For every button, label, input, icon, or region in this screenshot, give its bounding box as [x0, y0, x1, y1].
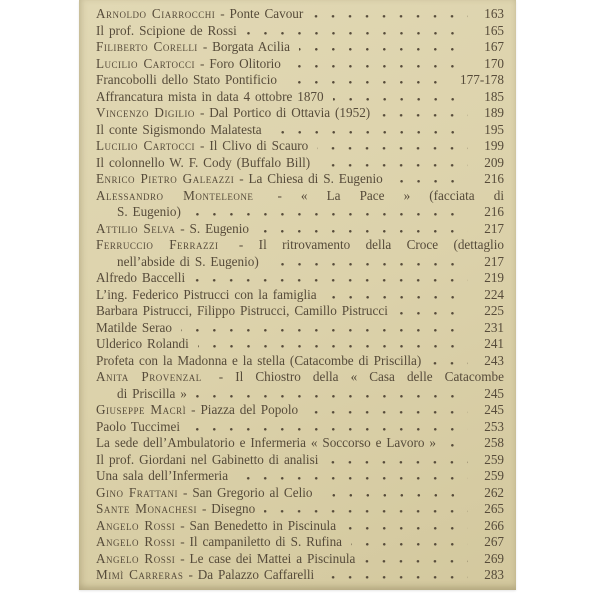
- entry-author-name: Angelo Rossi: [96, 517, 176, 533]
- entry-title: Una sala dell’Infermeria: [96, 468, 229, 483]
- entry-page-number: 262: [484, 484, 504, 500]
- entry-page-number: 259: [484, 468, 504, 483]
- entry-page-number: 219: [484, 270, 504, 285]
- toc-entry: [96, 452, 504, 469]
- toc-entry: [96, 6, 504, 23]
- entry-line: [96, 320, 504, 337]
- toc-entry: [96, 56, 504, 73]
- toc-entry: [96, 23, 504, 40]
- entry-continuation-line: [96, 254, 504, 271]
- entry-line: [96, 221, 504, 238]
- entry-title: - « La Pace » (facciata di: [277, 187, 504, 203]
- entry-page-number: 231: [484, 319, 504, 335]
- entry-title: Il colonnello W. F. Cody (Buffalo Bill): [96, 154, 311, 170]
- entry-line: [96, 369, 504, 386]
- entry-line: [96, 122, 504, 139]
- toc-entry: [96, 320, 504, 337]
- dot-leader: [190, 213, 468, 216]
- toc-entry: [96, 39, 504, 56]
- entry-title: - Il Chiostro della « Casa delle Catacombe: [218, 369, 504, 384]
- book-page-paper: [79, 0, 516, 590]
- dot-leader: [299, 48, 468, 51]
- entry-title: - Le case dei Mattei a Piscinula: [180, 550, 356, 566]
- dot-leader: [290, 65, 468, 68]
- toc-entry: [96, 105, 504, 122]
- entry-author-name: Giuseppe Macrì: [96, 402, 187, 417]
- entry-line: [96, 551, 504, 568]
- entry-title: - San Benedetto in Piscinula: [180, 517, 337, 533]
- entry-author-name: Enrico Pietro Galeazzi: [96, 171, 235, 186]
- entry-line: [96, 105, 504, 122]
- toc-entry: [96, 435, 504, 452]
- entry-page-number: 269: [484, 550, 504, 566]
- entry-line: [96, 72, 504, 89]
- dot-leader: [264, 510, 468, 513]
- entry-page-number: 163: [484, 6, 504, 21]
- entry-title: - Disegno: [201, 501, 256, 516]
- toc-entry: [96, 419, 504, 436]
- toc-entry: [96, 369, 504, 402]
- entry-page-number: 283: [484, 567, 504, 582]
- entry-title: Il prof. Scipione de Rossi: [96, 22, 237, 38]
- entry-title: L’ing. Federico Pistrucci con la famiglia: [96, 286, 317, 302]
- entry-page-number: 217: [484, 253, 504, 269]
- entry-page-number: 258: [484, 435, 504, 450]
- entry-page-number: 224: [484, 286, 504, 302]
- dot-leader: [323, 576, 468, 579]
- entry-page-number: 177-178: [460, 72, 504, 87]
- entry-page-number: 165: [484, 22, 504, 38]
- toc-entry: [96, 402, 504, 419]
- entry-line: [96, 89, 504, 106]
- entry-page-number: 189: [484, 105, 504, 120]
- entry-author-name: Ferruccio Ferrazzi: [96, 237, 219, 252]
- entry-page-number: 225: [484, 303, 504, 318]
- dot-leader: [317, 147, 468, 150]
- entry-line: [96, 567, 504, 584]
- dot-leader: [445, 444, 468, 447]
- entry-page-number: 267: [484, 534, 504, 549]
- entry-line: [96, 452, 504, 469]
- entry-line: [96, 485, 504, 502]
- entry-line: [96, 188, 504, 205]
- toc-entry: [96, 138, 504, 155]
- entry-title: Paolo Tuccimei: [96, 418, 181, 434]
- dot-leader: [196, 395, 468, 398]
- dot-leader: [198, 345, 468, 348]
- dot-leader: [258, 230, 468, 233]
- dot-leader: [364, 560, 468, 563]
- entry-page-number: 259: [484, 451, 504, 467]
- entry-line: [96, 39, 504, 56]
- dot-leader: [312, 15, 468, 18]
- entry-page-number: 245: [484, 402, 504, 417]
- dot-leader: [194, 279, 468, 282]
- toc-entry: [96, 567, 504, 584]
- entry-line: [96, 534, 504, 551]
- entry-line: [96, 518, 504, 535]
- dot-leader: [327, 461, 468, 464]
- entry-line: [96, 353, 504, 370]
- entry-line: [96, 419, 504, 436]
- toc-entry: [96, 353, 504, 370]
- entry-title: - Il ritrovamento della Croce (dettaglio: [238, 237, 504, 252]
- entry-author-name: Alessandro Monteleone: [96, 187, 254, 203]
- entry-title: Il conte Sigismondo Malatesta: [96, 121, 262, 137]
- dot-leader: [333, 98, 468, 101]
- entry-page-number: 216: [484, 204, 504, 219]
- entry-continuation-text: nell’abside di S. Eugenio): [117, 253, 259, 269]
- entry-title: Il prof. Giordani nel Gabinetto di analisi: [96, 451, 319, 467]
- entry-title: Matilde Serao: [96, 319, 172, 335]
- dot-leader: [268, 263, 468, 266]
- dot-leader: [351, 543, 468, 546]
- entry-author-name: Angelo Rossi: [96, 550, 176, 566]
- entry-page-number: 265: [484, 501, 504, 516]
- toc-entry: [96, 551, 504, 568]
- entry-author-name: Gino Frattani: [96, 484, 179, 500]
- toc-entry: [96, 501, 504, 518]
- dot-leader: [322, 494, 469, 497]
- entry-line: [96, 336, 504, 353]
- toc-entry: [96, 72, 504, 89]
- dot-leader: [326, 296, 468, 299]
- toc-entry: [96, 89, 504, 106]
- entry-title: Francobolli dello Stato Pontificio: [96, 72, 277, 87]
- entry-line: [96, 237, 504, 254]
- entry-page-number: 216: [484, 171, 504, 186]
- entry-author-name: Lucilio Cartocci: [96, 138, 196, 153]
- entry-author-name: Attilio Selva: [96, 220, 176, 236]
- toc-entry: [96, 155, 504, 172]
- entry-title: - Da Palazzo Caffarelli: [188, 567, 315, 582]
- entry-continuation-text: S. Eugenio): [117, 204, 181, 219]
- toc-entry: [96, 287, 504, 304]
- entry-title: Alfredo Baccelli: [96, 270, 186, 285]
- dot-leader: [189, 428, 468, 431]
- toc-entry: [96, 468, 504, 485]
- entry-page-number: 241: [484, 336, 504, 351]
- entry-page-number: 245: [484, 385, 504, 401]
- entry-author-name: Arnoldo Ciarrocchi: [96, 6, 216, 21]
- entry-line: [96, 402, 504, 419]
- toc-entry: [96, 518, 504, 535]
- entry-line: [96, 468, 504, 485]
- toc-entry: [96, 221, 504, 238]
- entry-title: Ulderico Rolandi: [96, 336, 189, 351]
- toc-entry: [96, 336, 504, 353]
- entry-line: [96, 155, 504, 172]
- entry-continuation-line: [96, 204, 504, 221]
- entry-page-number: 253: [484, 418, 504, 434]
- entry-author-name: Lucilio Cartocci: [96, 55, 196, 71]
- entry-line: [96, 303, 504, 320]
- entry-line: [96, 287, 504, 304]
- entry-line: [96, 23, 504, 40]
- entry-title: - Dal Portico di Ottavia (1952): [199, 105, 371, 120]
- entry-page-number: 209: [484, 154, 504, 170]
- dot-leader: [271, 131, 468, 134]
- entry-author-name: Sante Monachesi: [96, 501, 197, 516]
- dot-leader: [307, 411, 468, 414]
- entry-title: - San Gregorio al Celio: [183, 484, 313, 500]
- entry-title: - La Chiesa di S. Eugenio: [239, 171, 383, 186]
- toc-entry: [96, 171, 504, 188]
- entry-title: - Borgata Acilia: [202, 39, 290, 54]
- toc-entry: [96, 270, 504, 287]
- entry-line: [96, 270, 504, 287]
- dot-leader: [237, 477, 468, 480]
- toc-entry: [96, 303, 504, 320]
- entry-page-number: 195: [484, 121, 504, 137]
- toc-entry: [96, 485, 504, 502]
- dot-leader: [286, 81, 451, 84]
- entry-title: - S. Eugenio: [180, 220, 250, 236]
- entry-page-number: 217: [484, 220, 504, 236]
- entry-page-number: 167: [484, 39, 504, 54]
- entry-author-name: Mimì Carreras: [96, 567, 184, 582]
- entry-continuation-text: di Priscilla »: [117, 385, 187, 401]
- entry-title: - Foro Olitorio: [200, 55, 281, 71]
- entry-title: Barbara Pistrucci, Filippo Pistrucci, Camillo Pistrucci: [96, 303, 388, 318]
- entry-page-number: 199: [484, 138, 504, 153]
- entry-page-number: 243: [484, 352, 504, 368]
- entry-page-number: 266: [484, 517, 504, 533]
- dot-leader: [181, 329, 468, 332]
- toc-entry: [96, 534, 504, 551]
- entry-title: - Il Clivo di Scauro: [200, 138, 309, 153]
- dot-leader: [430, 362, 468, 365]
- entry-title: Profeta con la Madonna e la stella (Catacombe di Priscilla): [96, 352, 422, 368]
- entry-author-name: Vincenzo Digilio: [96, 105, 195, 120]
- toc-entry: [96, 237, 504, 270]
- entry-author-name: Filiberto Corelli: [96, 39, 198, 54]
- entry-author-name: Angelo Rossi: [96, 534, 176, 549]
- entry-line: [96, 56, 504, 73]
- dot-leader: [345, 527, 468, 530]
- entry-line: [96, 138, 504, 155]
- entry-title: - Piazza del Popolo: [191, 402, 299, 417]
- entry-title: - Il campaniletto di S. Rufina: [180, 534, 343, 549]
- toc-entry: [96, 122, 504, 139]
- dot-leader: [392, 180, 468, 183]
- entry-page-number: 170: [484, 55, 504, 71]
- entry-page-number: 185: [484, 88, 504, 104]
- entry-line: [96, 501, 504, 518]
- entry-continuation-line: [96, 386, 504, 403]
- toc-list: [96, 6, 504, 584]
- entry-line: [96, 171, 504, 188]
- entry-title: Affrancatura mista in data 4 ottobre 1870: [96, 88, 324, 104]
- entry-author-name: Anita Provenzal: [96, 369, 202, 384]
- dot-leader: [246, 32, 468, 35]
- entry-line: [96, 6, 504, 23]
- dot-leader: [397, 312, 468, 315]
- dot-leader: [379, 114, 468, 117]
- entry-line: [96, 435, 504, 452]
- toc-entry: [96, 188, 504, 221]
- entry-title: - Ponte Cavour: [220, 6, 304, 21]
- dot-leader: [319, 164, 468, 167]
- entry-title: La sede dell’Ambulatorio e Infermeria « Soccorso e Lavoro »: [96, 435, 436, 450]
